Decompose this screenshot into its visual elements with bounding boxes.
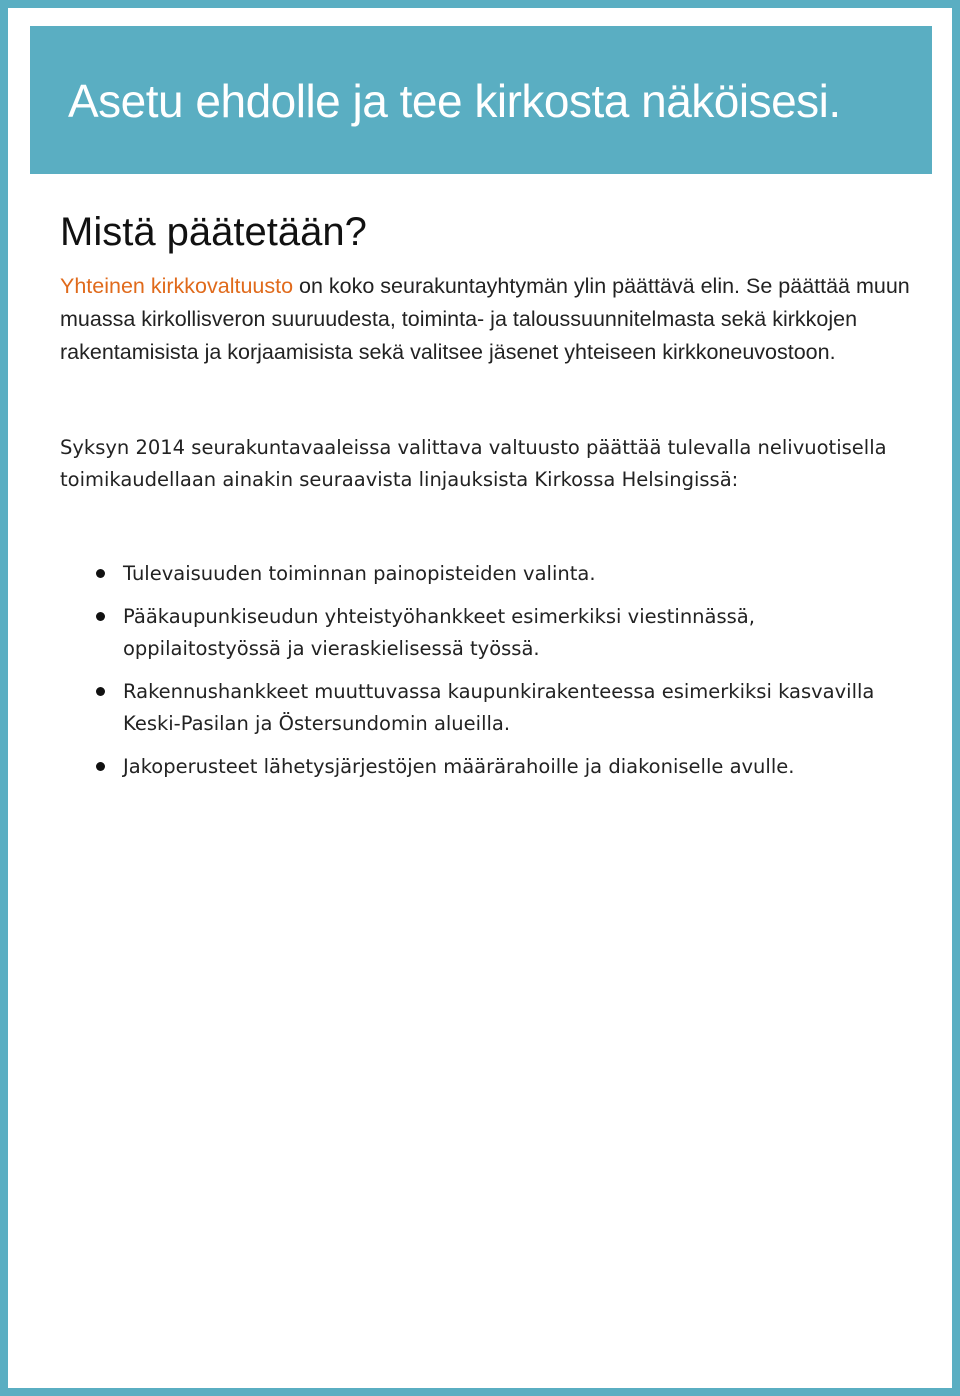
list-item-text: Tulevaisuuden toiminnan painopisteiden valinta. — [123, 562, 596, 585]
list-item-text: Jakoperusteet lähetysjärjestöjen määrärahoille ja diakoniselle avulle. — [123, 755, 795, 778]
intro-text: on koko seurakuntayhtymän ylin päättävä elin. Se päättää muun muassa kirkollisveron suuruudesta, toiminta- ja taloussuunnitelmasta sekä kirkkojen rakentamisista ja korjaamisista sekä valitsee jäsenet yhteiseen kirkkoneuvostoon. — [60, 274, 910, 364]
bullet-list — [88, 558, 918, 794]
highlight-term: Yhteinen kirkkovaltuusto — [60, 274, 294, 298]
page-title: Asetu ehdolle ja tee kirkosta näköisesi. — [68, 75, 841, 127]
list-item — [88, 676, 918, 740]
bullet-icon — [96, 687, 105, 696]
list-item — [88, 751, 918, 783]
section-heading: Mistä päätetään? — [60, 210, 367, 254]
header-banner — [30, 26, 932, 174]
bullet-icon — [96, 569, 105, 578]
list-item — [88, 558, 918, 590]
body-paragraph: Syksyn 2014 seurakuntavaaleissa valittava valtuusto päättää tulevalla nelivuotisella toimikaudellaan ainakin seuraavista linjauksista Kirkossa Helsingissä: — [60, 436, 887, 491]
bullet-icon — [96, 762, 105, 771]
intro-paragraph — [60, 270, 910, 369]
list-item — [88, 601, 918, 665]
bullet-icon — [96, 612, 105, 621]
list-item-text: Pääkaupunkiseudun yhteistyöhankkeet esimerkiksi viestinnässä, oppilaitostyössä ja vieraskielisessä työssä. — [123, 605, 755, 660]
list-item-text: Rakennushankkeet muuttuvassa kaupunkirakenteessa esimerkiksi kasvavilla Keski-Pasilan ja Östersundomin alueilla. — [123, 680, 875, 735]
